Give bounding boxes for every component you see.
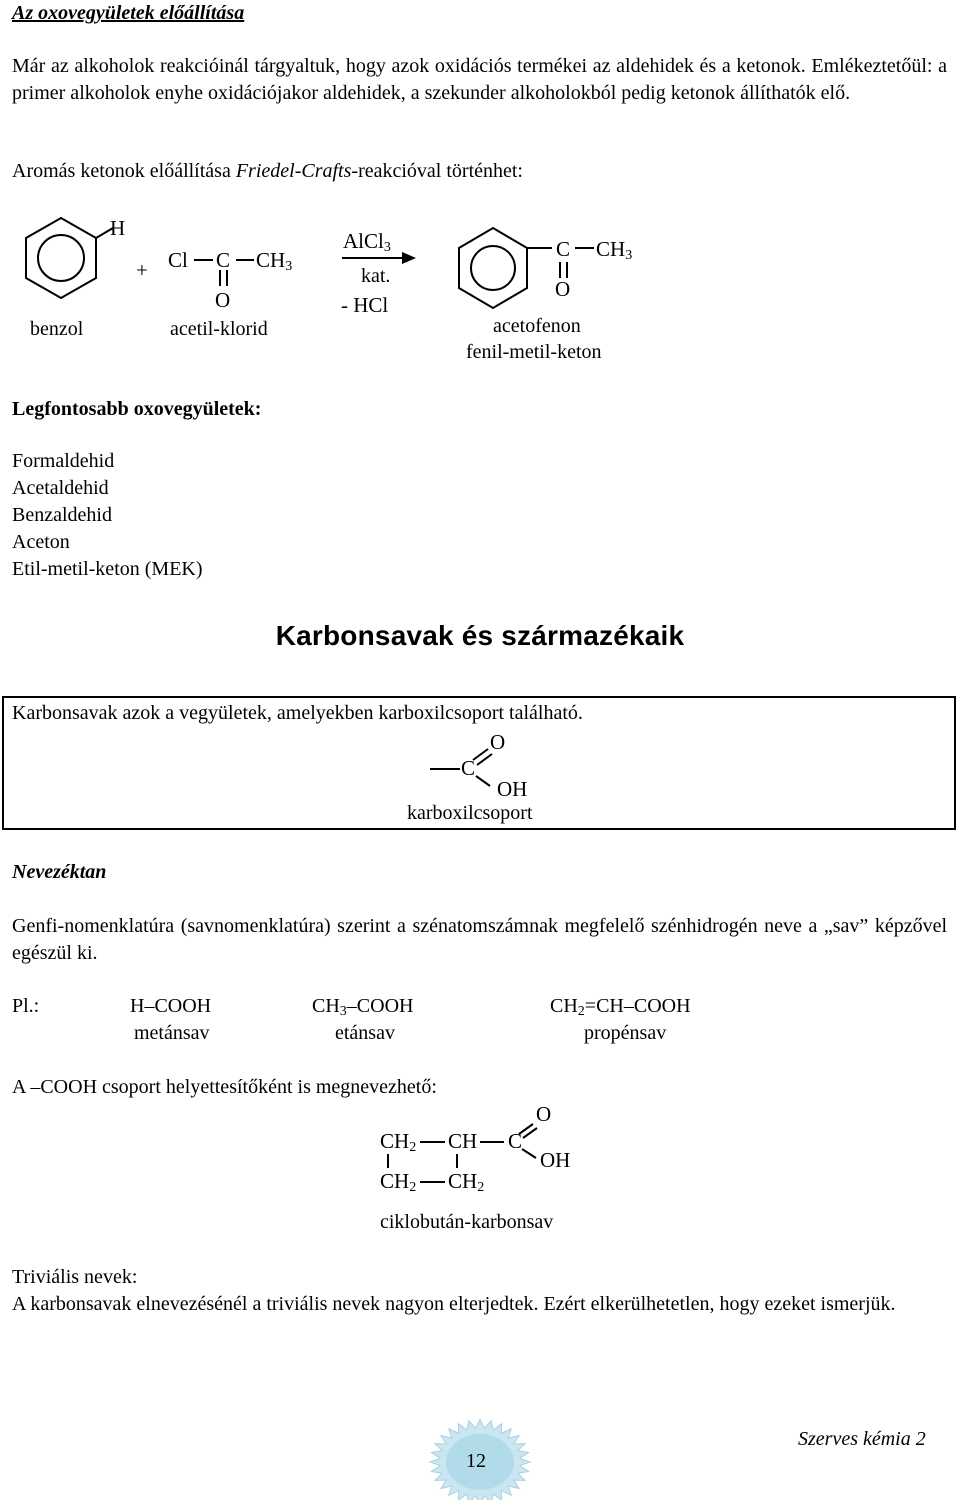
label-acetil-klorid: acetil-klorid xyxy=(170,318,268,340)
friedel-crafts-intro: Aromás ketonok előállítása Friedel-Crafts-reakcióval történhet: xyxy=(12,160,523,182)
nomenclature-paragraph: Genfi-nomenklatúra (savnomenklatúra) szerint a szénatomszámnak megfelelő szénhidrogén neve a „sav” képzővel egészül ki. xyxy=(12,915,947,964)
carbon-atom: C xyxy=(461,756,476,780)
name-propensav: propénsav xyxy=(584,1022,667,1044)
list-item: Acetaldehid xyxy=(12,477,109,499)
hydroxyl-group: OH xyxy=(540,1148,571,1172)
plus-sign: + xyxy=(136,258,148,282)
substituent-paragraph: A –COOH csoport helyettesítőként is megnevezhető: xyxy=(12,1076,437,1098)
hydrogen-atom: H xyxy=(110,216,126,240)
name-metansav: metánsav xyxy=(134,1022,210,1044)
carbon-atom: C xyxy=(556,237,571,261)
trivial-paragraph: A karbonsavak elnevezésénél a triviális nevek nagyon elterjedtek. Ezért elkerülhetetlen, hogy ezeket ismerjük. xyxy=(12,1293,896,1315)
list-item: Formaldehid xyxy=(12,450,115,472)
page-number: 12 xyxy=(466,1450,486,1472)
carboxyl-definition: Karbonsavak azok a vegyületek, amelyekben karboxilcsoport található. xyxy=(12,702,583,724)
ring-ch: CH xyxy=(448,1129,478,1153)
trivial-title: Triviális nevek: xyxy=(12,1266,138,1288)
label-benzol: benzol xyxy=(30,318,84,340)
intro-paragraph: Már az alkoholok reakcióinál tárgyaltuk, hogy azok oxidációs termékei az aldehidek és a ketonok. Emlékeztetőül: a primer alkoholok enyhe oxidációjakor aldehidek, a szekunder alkoholokból pedig ketonok állíthatók elő. xyxy=(12,55,947,104)
catalyst-label: kat. xyxy=(361,265,391,287)
list-item: Benzaldehid xyxy=(12,504,112,526)
important-heading: Legfontosabb oxovegyületek: xyxy=(12,398,262,420)
ring-ch2-bottom-left: $CH_2$ xyxy=(380,1169,417,1195)
formula-etansav: $CH_3$–COOH xyxy=(312,995,414,1019)
aromatic-circle-icon xyxy=(471,246,515,290)
benzene-ring-icon xyxy=(26,218,96,298)
catalyst-alcl3: AlCl$_3$ xyxy=(343,229,391,255)
bond-line xyxy=(476,776,490,786)
carboxyl-carbon: C xyxy=(508,1129,523,1153)
oxygen-atom: O xyxy=(555,277,571,301)
aromatic-circle-icon xyxy=(38,235,84,281)
arrow-head-icon xyxy=(402,252,416,264)
footer-course-title: Szerves kémia 2 xyxy=(798,1428,926,1450)
methyl-group: $CH_3$ xyxy=(596,237,633,263)
chlorine-atom: Cl xyxy=(168,248,188,272)
list-item: Aceton xyxy=(12,531,70,553)
label-fenil-metil-keton: fenil-metil-keton xyxy=(466,341,602,363)
nomenclature-title: Nevezéktan xyxy=(12,861,107,883)
ring-ch2-bottom-right: $CH_2$ xyxy=(448,1169,485,1195)
list-item: Etil-metil-keton (MEK) xyxy=(12,558,203,580)
bond-line xyxy=(522,1149,536,1158)
oxygen-atom: O xyxy=(490,730,506,754)
oxygen-atom: O xyxy=(215,288,231,312)
chapter-heading: Karbonsavak és származékaik xyxy=(275,620,685,651)
name-etansav: etánsav xyxy=(335,1022,395,1044)
ring-ch2-top: $CH_2$ xyxy=(380,1129,417,1155)
formula-metansav: H–COOH xyxy=(130,995,212,1017)
benzene-ring-icon xyxy=(459,228,527,308)
hydroxyl-group: OH xyxy=(497,777,528,801)
example-label: Pl.: xyxy=(12,995,40,1017)
formula-propensav: $CH_2=CH$–COOH xyxy=(550,995,691,1019)
oxygen-atom: O xyxy=(536,1102,552,1126)
label-karboxilcsoport: karboxilcsoport xyxy=(407,802,533,824)
methyl-group: $CH_3$ xyxy=(256,248,293,274)
carbon-atom: C xyxy=(216,248,231,272)
byproduct-hcl: - HCl xyxy=(341,293,389,317)
label-acetofenon: acetofenon xyxy=(493,315,581,337)
label-ciklobutan-karbonsav: ciklobután-karbonsav xyxy=(380,1211,554,1233)
section-title-oxo: Az oxovegyületek előállítása xyxy=(12,2,245,24)
